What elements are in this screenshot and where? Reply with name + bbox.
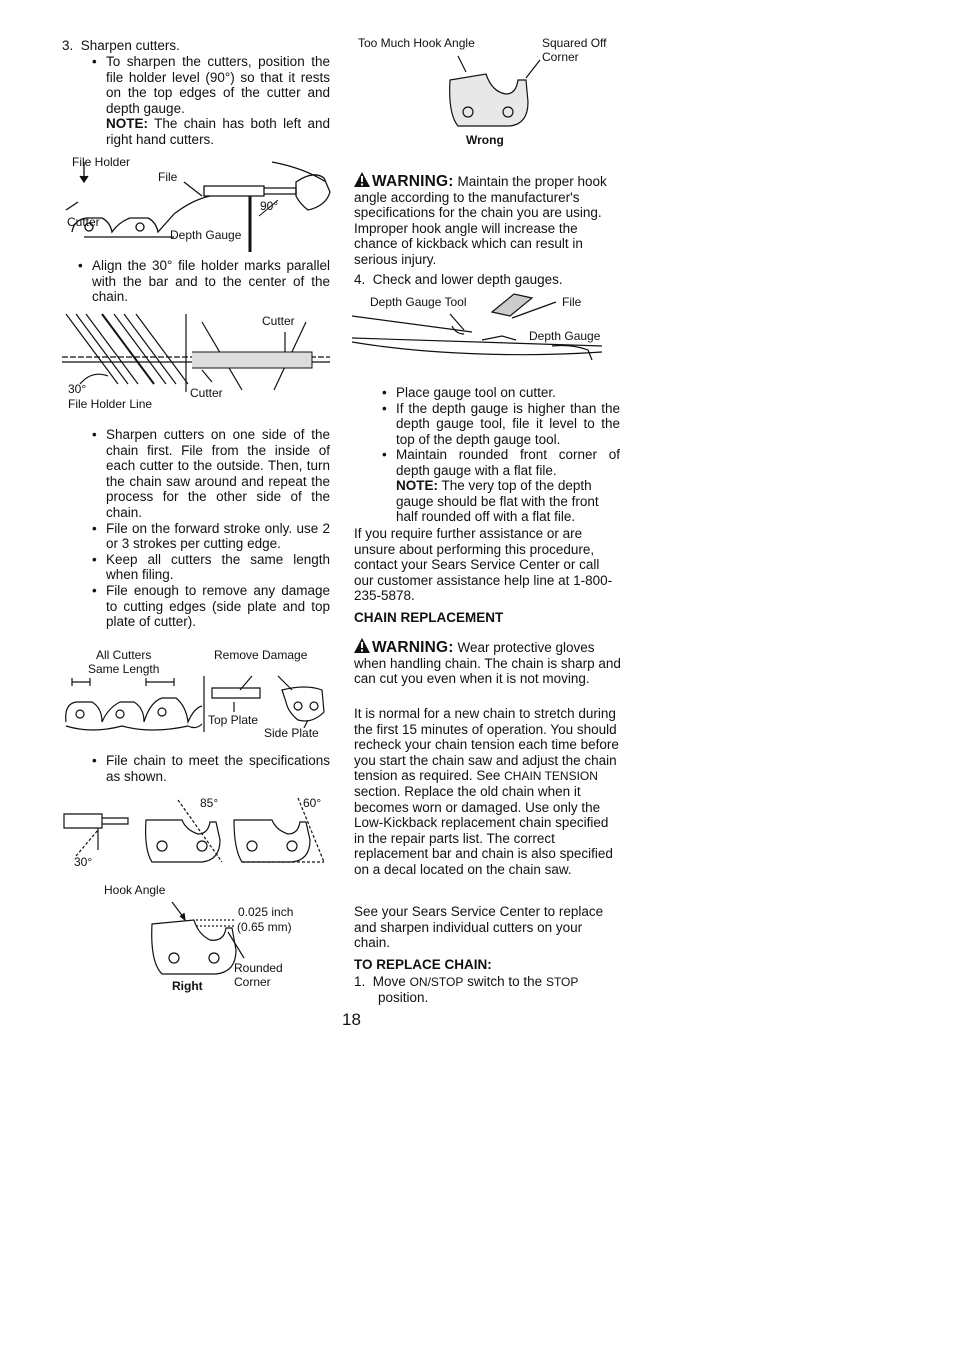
label-angle-30: 30°: [68, 382, 87, 396]
warning-1-label: WARNING:: [372, 173, 454, 190]
stop-label: STOP: [545, 975, 579, 989]
label-inch: 0.025 inch: [238, 905, 294, 919]
replace-step-1: [354, 974, 620, 1005]
align-bullet-list: [76, 258, 330, 305]
replace-step-1-text-b: switch to the: [467, 974, 543, 989]
sharpen-bullet-list: [90, 427, 330, 630]
bullet-sharpen-4: • File enough to remove any damage to cutting edges (side plate and top plate of cutter).: [90, 583, 330, 630]
warning-triangle-icon: [354, 172, 370, 187]
assistance-paragraph: If you require further assistance or are unsure about performing this procedure, contact your Sears Service Center or call our customer assistance help line at 1-800-235-5878.: [354, 526, 613, 604]
page-number: 18: [342, 1010, 361, 1029]
on-stop-switch-label: ON/STOP: [409, 975, 464, 989]
note-2-label: NOTE:: [396, 478, 438, 493]
label-file-2: File: [562, 295, 582, 309]
label-rounded: Rounded: [234, 961, 283, 975]
label-depth-gauge-2: Depth Gauge: [529, 329, 601, 343]
label-squared-corner: Corner: [542, 50, 579, 64]
bullet-sharpen-3: • Keep all cutters the same length when filing.: [90, 552, 330, 583]
step-3-title: [62, 38, 332, 54]
bullet-gauge-2: • If the depth gauge is higher than the depth gauge tool, file it level to the top of the depth gauge tool.: [380, 401, 620, 448]
bullet-position: • To sharpen the cutters, position the file holder level (90°) so that it rests on the top edges of the cutter and depth gauge.: [90, 54, 330, 116]
bullet-gauge-3: • Maintain rounded front corner of depth gauge with a flat file.: [380, 447, 620, 478]
bullet-specs: • File chain to meet the specifications as shown.: [90, 753, 330, 784]
warning-2-label: WARNING:: [372, 639, 454, 656]
heading-chain-replacement: CHAIN REPLACEMENT: [354, 610, 504, 625]
label-squared-off: Squared Off: [542, 36, 607, 50]
chain-tension-reference: CHAIN TENSION: [504, 769, 598, 784]
label-all-cutters: All Cutters: [96, 648, 152, 662]
label-angle-85: 85°: [200, 796, 219, 810]
sears-service-paragraph: See your Sears Service Center to replace and sharpen individual cutters on your chain.: [354, 904, 604, 951]
label-right: Right: [172, 979, 203, 993]
step-4-title: Check and lower depth gauges.: [372, 272, 563, 287]
angles-drawing: [62, 790, 332, 880]
label-angle-30b: 30°: [74, 855, 93, 869]
label-same-length: Same Length: [88, 662, 160, 676]
label-file: File: [158, 170, 178, 184]
replace-step-1-text-a: Move: [372, 974, 406, 989]
replace-step-1-number: 1.: [354, 974, 366, 989]
bullet-sharpen-2: • File on the forward stroke only. use 2 or 3 strokes per cutting edge.: [90, 521, 330, 552]
label-side-plate: Side Plate: [264, 726, 319, 740]
depth-gauge-drawing: [352, 290, 612, 360]
wrong-hook-drawing: [442, 52, 552, 132]
label-top-plate: Top Plate: [208, 713, 259, 727]
label-cutter-bottom: Cutter: [190, 386, 223, 400]
label-mm: (0.65 mm): [237, 920, 292, 934]
label-file-holder: File Holder: [72, 155, 131, 169]
specs-bullet-list: [90, 753, 330, 784]
label-angle-60: 60°: [303, 796, 322, 810]
label-wrong: Wrong: [466, 133, 504, 147]
label-too-much-hook: Too Much Hook Angle: [358, 36, 475, 50]
label-remove-damage: Remove Damage: [214, 648, 308, 662]
step-4-number: 4.: [354, 272, 366, 287]
step-3-number: 3.: [62, 38, 74, 53]
warning-1-text: Maintain the proper hook angle according to the manufacturer's specifications for the chain you are using. Improper hook angle will increase the chance of kickback which can result in serious injury.: [354, 174, 607, 267]
gauge-bullet-list: [380, 385, 620, 479]
heading-to-replace-chain: TO REPLACE CHAIN:: [354, 957, 492, 972]
step-4: [354, 272, 624, 288]
step-3-heading: Sharpen cutters.: [80, 38, 180, 53]
position-bullet-list: [90, 54, 330, 116]
label-cutter-top: Cutter: [262, 314, 295, 328]
note-1: [106, 116, 330, 147]
chain-stretch-paragraph: [354, 706, 622, 878]
label-angle-90: 90°: [260, 199, 279, 213]
bullet-gauge-1: • Place gauge tool on cutter.: [380, 385, 620, 401]
warning-hook-angle: [354, 172, 624, 268]
label-cutter: Cutter: [67, 215, 100, 229]
label-corner-right: Corner: [234, 975, 271, 989]
label-depth-gauge: Depth Gauge: [170, 228, 242, 242]
warning-gloves: [354, 638, 622, 687]
bullet-align: • Align the 30° file holder marks parallel with the bar and to the center of the chain.: [76, 258, 330, 305]
label-hook-angle: Hook Angle: [104, 883, 166, 897]
replace-step-1-text-c: position.: [378, 989, 429, 1005]
bullet-sharpen-1: • Sharpen cutters on one side of the chain first. File from the inside of each cutter to the outside. Then, turn the chain saw around and repeat the process for the other side of the chain.: [90, 427, 330, 521]
warning-2-text: Wear protective gloves when handling chain. The chain is sharp and can cut you even when it is not moving.: [354, 640, 621, 687]
note-2-text: The very top of the depth gauge should be flat with the front half rounded off with a flat file.: [396, 478, 599, 525]
note-1-text: The chain has both left and right hand cutters.: [106, 116, 330, 147]
warning-triangle-icon: [354, 638, 370, 653]
stretch-text-b: section. Replace the old chain when it becomes worn or damaged. Use only the Low-Kickback replacement chain specified in the repair parts list. The correct replacement bar and chain is also specified on a decal located on the chain saw.: [354, 783, 613, 877]
label-file-holder-line: File Holder Line: [68, 397, 153, 411]
stretch-text-a: It is normal for a new chain to stretch during the first 15 minutes of operation. You should recheck your chain tension each time before you start the chain saw and adjust the chain tension as required. See: [354, 706, 619, 784]
note-2: [396, 478, 620, 525]
label-depth-gauge-tool: Depth Gauge Tool: [370, 295, 467, 309]
note-1-label: NOTE:: [106, 116, 148, 131]
